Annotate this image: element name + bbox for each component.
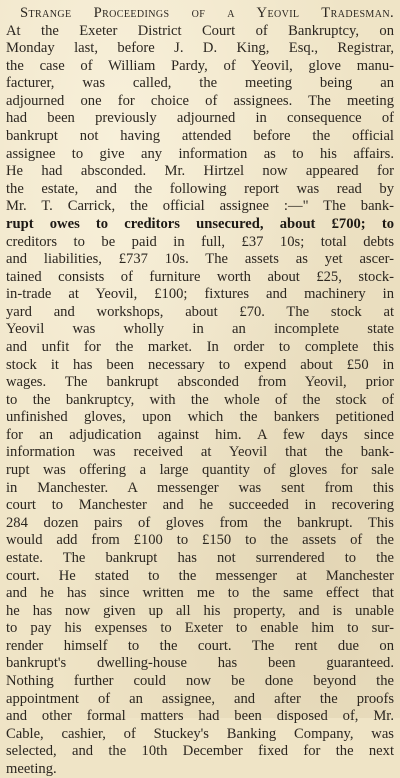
article-line: assignee to give any information as to his affairs. bbox=[6, 145, 394, 162]
article-line: had been previously adjourned in consequence of bbox=[6, 110, 394, 127]
article-line: He had absconded. Mr. Hirtzel now appeared for bbox=[6, 163, 394, 180]
article-line: the estate, and the following report was read by bbox=[6, 180, 394, 197]
article-line: to the bankruptcy, with the whole of the stock of bbox=[6, 391, 394, 408]
article-line: court to Manchester and he succeeded in recovering bbox=[6, 497, 394, 514]
article-line: wages. The bankrupt absconded from Yeovil, prior bbox=[6, 374, 394, 391]
article-line: and other formal matters had been disposed of, Mr. bbox=[6, 708, 394, 725]
article-line: and unfit for the market. In order to complete this bbox=[6, 338, 394, 355]
article-headline: Strange Proceedings of a Yeovil Tradesman. bbox=[20, 5, 394, 21]
article-line: render himself to the court. The rent due on bbox=[6, 637, 394, 654]
article-line: court. He stated to the messenger at Manchester bbox=[6, 567, 394, 584]
article-line: he has now given up all his property, and is unable bbox=[6, 602, 394, 619]
article-line: Monday last, before J. D. King, Esq., Registrar, bbox=[6, 40, 394, 57]
article-line: in Manchester. A messenger was sent from this bbox=[6, 479, 394, 496]
article-line: 284 dozen pairs of gloves from the bankrupt. This bbox=[6, 514, 394, 531]
article-line: information was received at Yeovil that the bank- bbox=[6, 444, 394, 461]
article-line: and he has since written me to the same effect that bbox=[6, 585, 394, 602]
article-line: Yeovil was wholly in an incomplete state bbox=[6, 321, 394, 338]
article-line-last: meeting. bbox=[6, 760, 57, 777]
article-line: for an adjudication against him. A few days since bbox=[6, 426, 394, 443]
article-line: adjourned one for choice of assignees. The meeting bbox=[6, 92, 394, 109]
article-line-bold: rupt owes to creditors unsecured, about £700; to bbox=[6, 215, 394, 232]
article-line: would add from £100 to £150 to the assets of the bbox=[6, 532, 394, 549]
article-line: to pay his expenses to Exeter to enable him to sur- bbox=[6, 620, 394, 637]
article-line: Cable, cashier, of Stuckey's Banking Company, was bbox=[6, 725, 394, 742]
article-line: yard and workshops, about £70. The stock at bbox=[6, 303, 394, 320]
article-line: At the Exeter District Court of Bankruptcy, on bbox=[6, 22, 394, 39]
article-line: rupt was offering a large quantity of gloves for sale bbox=[6, 462, 394, 479]
article-line: Mr. T. Carrick, the official assignee :—" The bank- bbox=[6, 198, 394, 215]
article-line: and liabilities, £737 10s. The assets as yet ascer- bbox=[6, 251, 394, 268]
article-line: stock it has been necessary to expend about £50 in bbox=[6, 356, 394, 373]
article-line: facturer, was called, the meeting being an bbox=[6, 75, 394, 92]
article-line: appointment of an assignee, and after the proofs bbox=[6, 690, 394, 707]
article-line: tained consists of furniture worth about £25, stock- bbox=[6, 268, 394, 285]
article-line: bankrupt not having attended before the official bbox=[6, 128, 394, 145]
article-line: estate. The bankrupt has not surrendered to the bbox=[6, 549, 394, 566]
article-line: in-trade at Yeovil, £100; fixtures and machinery in bbox=[6, 286, 394, 303]
article-line: unfinished gloves, upon which the bankers petitioned bbox=[6, 409, 394, 426]
article-line: the case of William Pardy, of Yeovil, glove manu- bbox=[6, 57, 394, 74]
article-line: selected, and the 10th December fixed for the next bbox=[6, 743, 394, 760]
article-line: creditors to be paid in full, £37 10s; total debts bbox=[6, 233, 394, 250]
article-line: Nothing further could now be done beyond the bbox=[6, 672, 394, 689]
article-line: bankrupt's dwelling-house has been guaranteed. bbox=[6, 655, 394, 672]
